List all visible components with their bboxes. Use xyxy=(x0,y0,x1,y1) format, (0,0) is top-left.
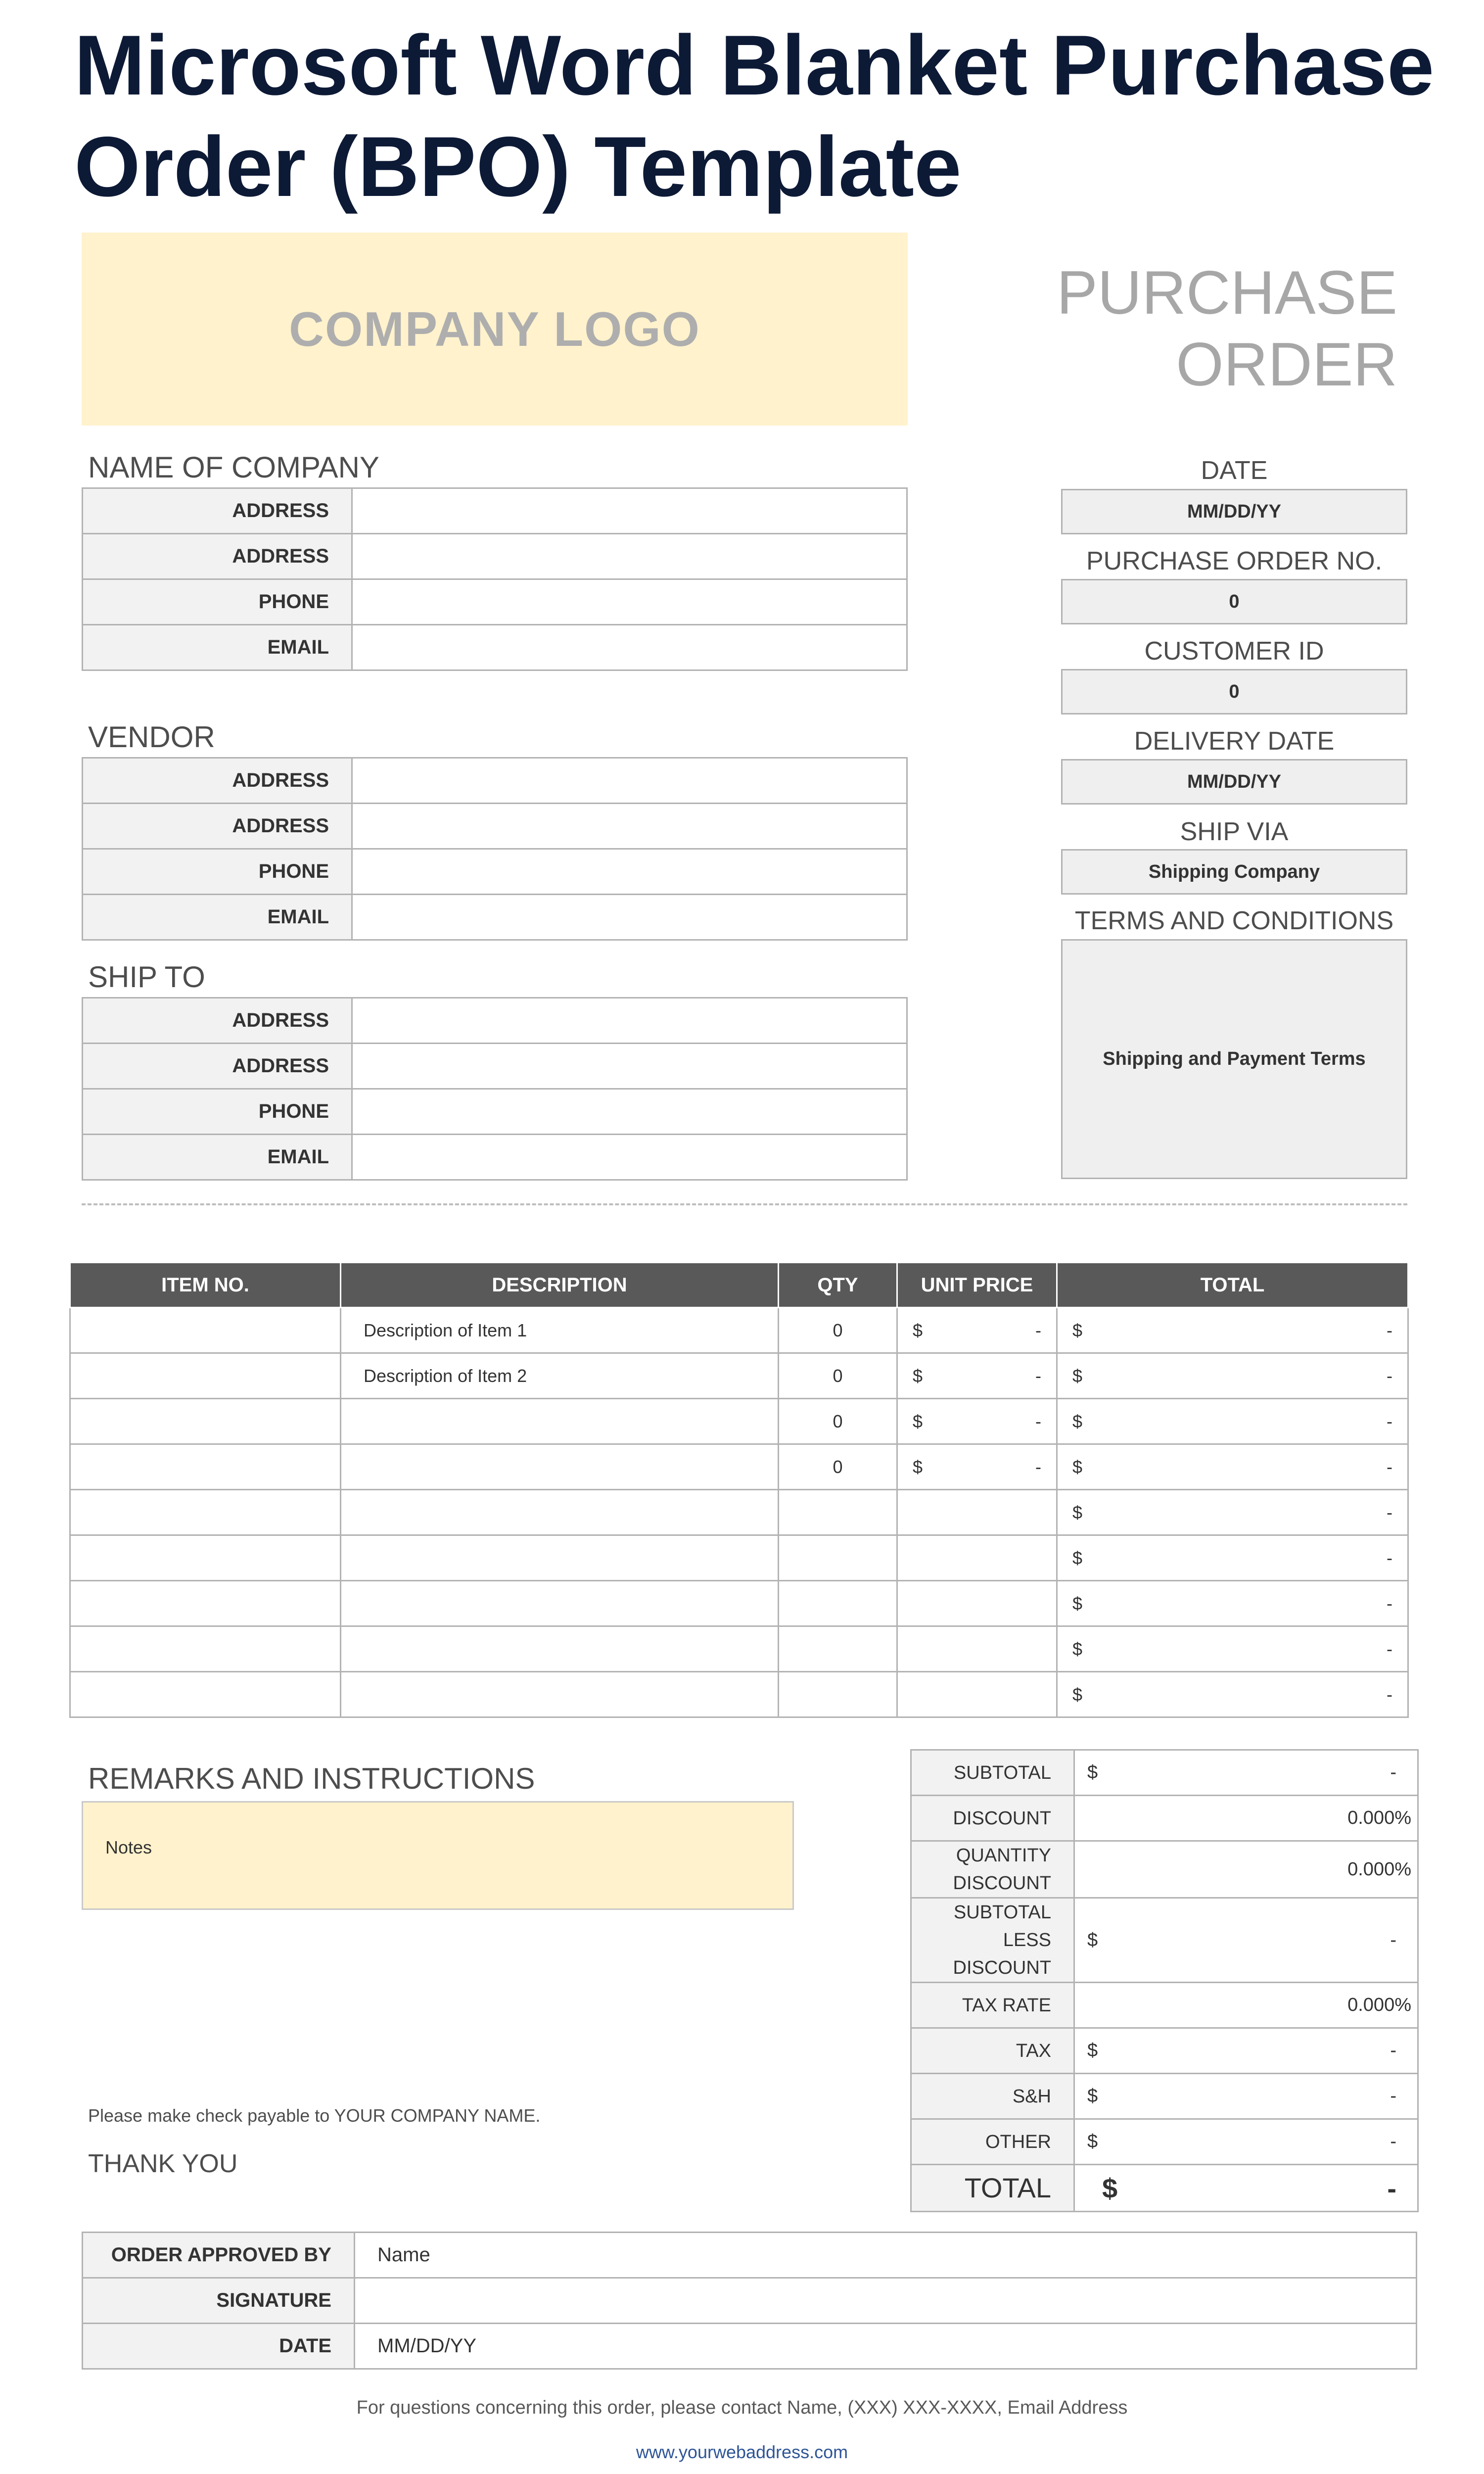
approval-row xyxy=(83,2278,1417,2324)
approved-by-field[interactable]: Name xyxy=(355,2233,1417,2278)
unit-price-value: - xyxy=(1035,1411,1041,1431)
thank-you-text: THANK YOU xyxy=(88,2149,238,2178)
item-row xyxy=(70,1626,1408,1672)
item-unit-price-cell[interactable] xyxy=(897,1626,1057,1672)
total-currency: $ xyxy=(1072,1320,1083,1340)
company-address-1-field[interactable] xyxy=(352,488,907,534)
item-total-cell xyxy=(1057,1535,1408,1581)
total-value: - xyxy=(1387,1320,1392,1340)
unit-price-currency: $ xyxy=(913,1320,923,1340)
totals-value[interactable] xyxy=(1074,1841,1418,1898)
company-address-2-field[interactable] xyxy=(352,534,907,579)
company-logo-placeholder xyxy=(82,233,908,426)
vendor-address-2-field[interactable] xyxy=(352,804,907,849)
items-header-row xyxy=(70,1263,1408,1308)
item-total-cell xyxy=(1057,1490,1408,1535)
totals-currency: $ xyxy=(1087,2086,1098,2106)
totals-amount: - xyxy=(1390,2040,1396,2061)
po-number-field[interactable]: 0 xyxy=(1061,579,1407,624)
po-heading-line-1: PURCHASE xyxy=(1056,259,1397,327)
company-section-label: NAME OF COMPANY xyxy=(88,451,379,484)
vendor-info-table xyxy=(82,757,908,941)
item-unit-price-cell[interactable] xyxy=(897,1444,1057,1490)
item-no-cell[interactable] xyxy=(70,1399,341,1444)
totals-label: DISCOUNT xyxy=(911,1796,1074,1841)
totals-row xyxy=(911,2119,1418,2165)
totals-label: SUBTOTAL LESS DISCOUNT xyxy=(911,1898,1074,1983)
notes-field[interactable] xyxy=(82,1801,794,1910)
totals-value xyxy=(1074,1750,1418,1796)
grand-total-value xyxy=(1074,2165,1418,2212)
item-no-cell[interactable] xyxy=(70,1535,341,1581)
item-total-cell xyxy=(1057,1581,1408,1626)
item-no-cell[interactable] xyxy=(70,1353,341,1399)
item-description-cell[interactable] xyxy=(341,1672,779,1717)
item-row xyxy=(70,1535,1408,1581)
company-row xyxy=(83,579,907,625)
approval-row xyxy=(83,2324,1417,2369)
col-header-qty: QTY xyxy=(779,1263,897,1308)
customer-id-label: CUSTOMER ID xyxy=(1144,637,1324,666)
company-row xyxy=(83,625,907,670)
item-qty-cell[interactable]: 0 xyxy=(779,1444,897,1490)
item-qty-cell[interactable] xyxy=(779,1626,897,1672)
item-description-cell[interactable] xyxy=(341,1490,779,1535)
company-row-label: PHONE xyxy=(83,579,352,625)
total-currency: $ xyxy=(1072,1684,1083,1705)
item-row xyxy=(70,1581,1408,1626)
totals-row xyxy=(911,1750,1418,1796)
totals-label: S&H xyxy=(911,2074,1074,2119)
item-no-cell[interactable] xyxy=(70,1672,341,1717)
po-heading-line-2: ORDER xyxy=(1176,331,1397,399)
totals-label: OTHER xyxy=(911,2119,1074,2165)
totals-currency: $ xyxy=(1087,2131,1098,2152)
ship-via-field[interactable]: Shipping Company xyxy=(1061,849,1407,895)
col-header-unit-price: UNIT PRICE xyxy=(897,1263,1057,1308)
item-qty-cell[interactable]: 0 xyxy=(779,1399,897,1444)
total-value: - xyxy=(1387,1593,1392,1614)
items-table xyxy=(69,1262,1409,1718)
totals-amount: - xyxy=(1390,1762,1396,1783)
vendor-row-label: ADDRESS xyxy=(83,804,352,849)
ship-to-section-label: SHIP TO xyxy=(88,960,205,994)
totals-percent: 0.000% xyxy=(1347,1995,1411,2015)
total-currency: $ xyxy=(1072,1547,1083,1568)
ship-to-row xyxy=(83,998,907,1044)
purchase-order-heading xyxy=(1002,257,1397,401)
item-row xyxy=(70,1308,1408,1353)
item-row xyxy=(70,1490,1408,1535)
section-divider xyxy=(82,1203,1407,1205)
item-qty-cell[interactable]: 0 xyxy=(779,1308,897,1353)
totals-label: TAX RATE xyxy=(911,1983,1074,2028)
totals-label: TAX xyxy=(911,2028,1074,2074)
ship-to-row xyxy=(83,1135,907,1180)
total-value: - xyxy=(1387,1456,1392,1477)
ship-to-phone-field[interactable] xyxy=(352,1089,907,1135)
total-currency: $ xyxy=(1072,1456,1083,1477)
vendor-row xyxy=(83,758,907,804)
ship-to-info-table xyxy=(82,997,908,1181)
item-unit-price-cell[interactable] xyxy=(897,1308,1057,1353)
date-field[interactable]: MM/DD/YY xyxy=(1061,489,1407,534)
totals-value xyxy=(1074,2119,1418,2165)
totals-row xyxy=(911,1841,1418,1898)
item-qty-cell[interactable] xyxy=(779,1672,897,1717)
ship-to-email-field[interactable] xyxy=(352,1135,907,1180)
vendor-row-label: PHONE xyxy=(83,849,352,895)
totals-percent: 0.000% xyxy=(1347,1858,1411,1880)
vendor-phone-field[interactable] xyxy=(352,849,907,895)
total-currency: $ xyxy=(1072,1502,1083,1522)
item-no-cell[interactable] xyxy=(70,1308,341,1353)
ship-to-row-label: PHONE xyxy=(83,1089,352,1135)
item-no-cell[interactable] xyxy=(70,1490,341,1535)
po-number-label: PURCHASE ORDER NO. xyxy=(1086,547,1383,575)
totals-amount: - xyxy=(1390,2086,1396,2106)
item-qty-cell[interactable] xyxy=(779,1581,897,1626)
item-no-cell[interactable] xyxy=(70,1626,341,1672)
item-total-cell xyxy=(1057,1308,1408,1353)
totals-currency: $ xyxy=(1087,1929,1098,1951)
total-value: - xyxy=(1387,1411,1392,1431)
item-total-cell xyxy=(1057,1444,1408,1490)
totals-value xyxy=(1074,2028,1418,2074)
company-info-table xyxy=(82,487,908,671)
item-row xyxy=(70,1353,1408,1399)
col-header-description: DESCRIPTION xyxy=(341,1263,779,1308)
item-no-cell[interactable] xyxy=(70,1581,341,1626)
item-total-cell xyxy=(1057,1672,1408,1717)
item-description-cell[interactable] xyxy=(341,1444,779,1490)
vendor-row xyxy=(83,895,907,940)
ship-via-label: SHIP VIA xyxy=(1180,817,1289,846)
ship-to-row-label: ADDRESS xyxy=(83,998,352,1044)
total-currency: $ xyxy=(1072,1593,1083,1614)
item-row xyxy=(70,1672,1408,1717)
item-total-cell xyxy=(1057,1626,1408,1672)
totals-value[interactable] xyxy=(1074,1796,1418,1841)
unit-price-currency: $ xyxy=(913,1456,923,1477)
notes-text: Notes xyxy=(105,1837,152,1857)
vendor-email-field[interactable] xyxy=(352,895,907,940)
item-description-cell[interactable]: Description of Item 1 xyxy=(341,1308,779,1353)
item-description-cell[interactable]: Description of Item 2 xyxy=(341,1353,779,1399)
item-total-cell xyxy=(1057,1399,1408,1444)
total-value: - xyxy=(1387,1502,1392,1522)
totals-row xyxy=(911,1796,1418,1841)
item-unit-price-cell[interactable] xyxy=(897,1490,1057,1535)
totals-row xyxy=(911,2074,1418,2119)
ship-to-row xyxy=(83,1089,907,1135)
company-phone-field[interactable] xyxy=(352,579,907,625)
date-label: DATE xyxy=(1201,456,1268,485)
vendor-section-label: VENDOR xyxy=(88,720,215,754)
ship-to-address-2-field[interactable] xyxy=(352,1044,907,1089)
company-email-field[interactable] xyxy=(352,625,907,670)
item-description-cell[interactable] xyxy=(341,1581,779,1626)
company-row xyxy=(83,534,907,579)
approval-row xyxy=(83,2233,1417,2278)
item-total-cell xyxy=(1057,1353,1408,1399)
vendor-address-1-field[interactable] xyxy=(352,758,907,804)
customer-id-field[interactable]: 0 xyxy=(1061,669,1407,714)
totals-value xyxy=(1074,1898,1418,1983)
item-description-cell[interactable] xyxy=(341,1626,779,1672)
ship-to-row-label: EMAIL xyxy=(83,1135,352,1180)
grand-total-label: TOTAL xyxy=(911,2165,1074,2212)
item-description-cell[interactable] xyxy=(341,1399,779,1444)
check-payable-note: Please make check payable to YOUR COMPANY NAME. xyxy=(88,2105,541,2126)
approval-table xyxy=(82,2232,1417,2370)
terms-label: TERMS AND CONDITIONS xyxy=(1074,906,1394,935)
page-title: Microsoft Word Blanket Purchase Order (BPO) Template xyxy=(74,18,1435,214)
totals-value[interactable] xyxy=(1074,1983,1418,2028)
item-qty-cell[interactable] xyxy=(779,1490,897,1535)
totals-label: SUBTOTAL xyxy=(911,1750,1074,1796)
grand-total-amount: - xyxy=(1387,2172,1396,2204)
total-currency: $ xyxy=(1072,1365,1083,1386)
vendor-row xyxy=(83,804,907,849)
remarks-label: REMARKS AND INSTRUCTIONS xyxy=(88,1762,535,1795)
item-row xyxy=(70,1399,1408,1444)
total-value: - xyxy=(1387,1365,1392,1386)
company-row-label: ADDRESS xyxy=(83,534,352,579)
total-value: - xyxy=(1387,1638,1392,1659)
totals-currency: $ xyxy=(1087,2040,1098,2061)
vendor-row xyxy=(83,849,907,895)
approved-by-label: ORDER APPROVED BY xyxy=(83,2233,355,2278)
terms-field[interactable]: Shipping and Payment Terms xyxy=(1061,939,1407,1179)
totals-percent: 0.000% xyxy=(1347,1808,1411,1828)
item-unit-price-cell[interactable] xyxy=(897,1672,1057,1717)
vendor-row-label: EMAIL xyxy=(83,895,352,940)
ship-to-row xyxy=(83,1044,907,1089)
totals-amount: - xyxy=(1390,2131,1396,2152)
item-unit-price-cell[interactable] xyxy=(897,1399,1057,1444)
company-row-label: ADDRESS xyxy=(83,488,352,534)
totals-label: QUANTITY DISCOUNT xyxy=(911,1841,1074,1898)
item-unit-price-cell[interactable] xyxy=(897,1353,1057,1399)
item-row xyxy=(70,1444,1408,1490)
total-value: - xyxy=(1387,1547,1392,1568)
approval-date-label: DATE xyxy=(83,2324,355,2369)
footer-contact: For questions concerning this order, please contact Name, (XXX) XXX-XXXX, Email Address xyxy=(356,2397,1128,2418)
approval-date-field[interactable]: MM/DD/YY xyxy=(355,2324,1417,2369)
ship-to-row-label: ADDRESS xyxy=(83,1044,352,1089)
signature-field[interactable] xyxy=(355,2278,1417,2324)
vendor-row-label: ADDRESS xyxy=(83,758,352,804)
totals-value xyxy=(1074,2074,1418,2119)
totals-currency: $ xyxy=(1087,1762,1098,1783)
company-row-label: EMAIL xyxy=(83,625,352,670)
item-unit-price-cell[interactable] xyxy=(897,1581,1057,1626)
col-header-item-no: ITEM NO. xyxy=(70,1263,341,1308)
totals-row xyxy=(911,2028,1418,2074)
unit-price-currency: $ xyxy=(913,1365,923,1386)
item-description-cell[interactable] xyxy=(341,1535,779,1581)
ship-to-address-1-field[interactable] xyxy=(352,998,907,1044)
company-row xyxy=(83,488,907,534)
total-currency: $ xyxy=(1072,1638,1083,1659)
signature-label: SIGNATURE xyxy=(83,2278,355,2324)
totals-amount: - xyxy=(1390,1929,1396,1951)
unit-price-currency: $ xyxy=(913,1411,923,1431)
item-qty-cell[interactable] xyxy=(779,1535,897,1581)
totals-table xyxy=(910,1749,1419,2212)
total-currency: $ xyxy=(1072,1411,1083,1431)
unit-price-value: - xyxy=(1035,1320,1041,1340)
item-unit-price-cell[interactable] xyxy=(897,1535,1057,1581)
logo-text: COMPANY LOGO xyxy=(289,301,700,356)
grand-total-row xyxy=(911,2165,1418,2212)
totals-row xyxy=(911,1983,1418,2028)
total-value: - xyxy=(1387,1684,1392,1705)
item-no-cell[interactable] xyxy=(70,1444,341,1490)
col-header-total: TOTAL xyxy=(1057,1263,1408,1308)
unit-price-value: - xyxy=(1035,1456,1041,1477)
grand-total-currency: $ xyxy=(1102,2172,1118,2204)
totals-row xyxy=(911,1898,1418,1983)
unit-price-value: - xyxy=(1035,1365,1041,1386)
footer-web-link[interactable]: www.yourwebaddress.com xyxy=(636,2442,848,2462)
item-qty-cell[interactable]: 0 xyxy=(779,1353,897,1399)
delivery-date-label: DELIVERY DATE xyxy=(1134,727,1335,756)
delivery-date-field[interactable]: MM/DD/YY xyxy=(1061,759,1407,805)
